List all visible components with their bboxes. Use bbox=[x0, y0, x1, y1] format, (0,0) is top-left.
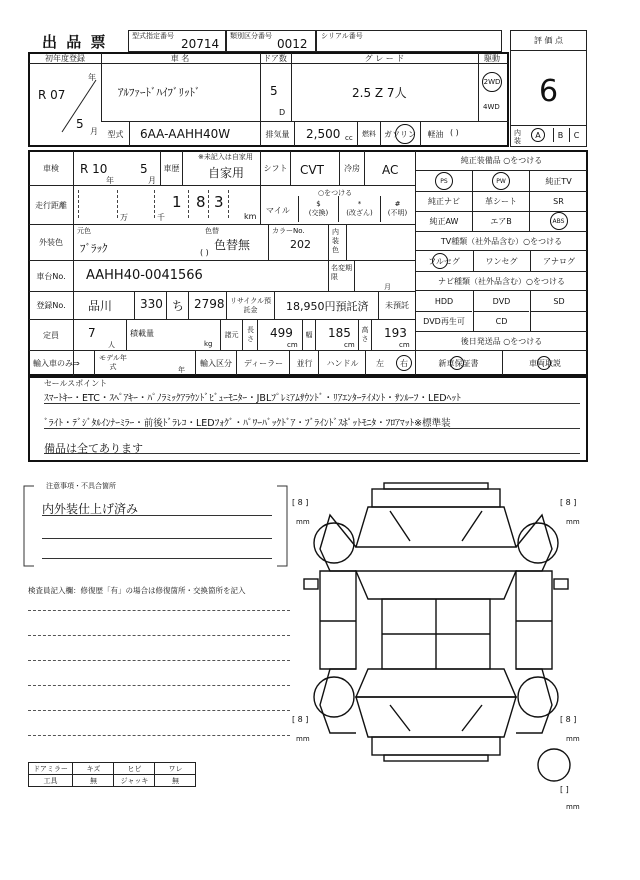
tire-rear-left-depth: [ 8 ] bbox=[292, 715, 309, 724]
model-value: 6AA-AAHH40W bbox=[140, 127, 231, 141]
later-title: 後日発送品 ○をつける bbox=[416, 331, 587, 350]
km-unit: km bbox=[244, 212, 257, 221]
chassis-value: AAHH40-0041566 bbox=[86, 268, 203, 283]
shift-value: CVT bbox=[300, 163, 324, 177]
tv-title: TV種類（社外品含む）○をつける bbox=[416, 231, 587, 251]
score-label: 評 価 点 bbox=[511, 31, 586, 51]
fuel-paren: ( ) bbox=[450, 128, 459, 137]
sales-line-2: ﾞﾗｲﾄ・ﾃﾞｼﾞﾀﾙｲﾝﾅｰﾐﾗｰ・前後ﾄﾞﾗﾚｺ・LEDﾌｫｸﾞ・ﾊﾟﾜｰﾊﾞｯｸﾄﾞｱ・ﾌﾞﾗｲﾝﾄﾞｽﾎﾟｯﾄﾓﾆﾀ・ﾌﾛｱﾏｯﾄ※標準装 bbox=[44, 415, 580, 429]
equip-sr: SR bbox=[553, 196, 564, 206]
load-unit: kg bbox=[204, 340, 213, 348]
navi-dvd: DVD bbox=[473, 291, 529, 311]
mileage-digit-3: 3 bbox=[214, 193, 224, 211]
class-no-value: 0012 bbox=[277, 37, 308, 51]
mileage-label: 走行距離 bbox=[35, 200, 67, 210]
navi-title: ナビ種類（社外品含む）○をつける bbox=[416, 271, 587, 291]
width-unit: cm bbox=[344, 341, 355, 349]
fuel-gas-circle bbox=[395, 124, 415, 144]
sales-line-3: 備品は全てあります bbox=[44, 440, 580, 454]
legend-crack: ヒビ bbox=[115, 763, 155, 774]
mileage-digit-2: 8 bbox=[196, 193, 206, 211]
tv-analog: アナログ bbox=[530, 251, 587, 271]
handle-left: 左 bbox=[376, 358, 384, 368]
mileage-circle-note: ○をつける bbox=[318, 189, 353, 197]
name-change-label: 名変期限 bbox=[331, 264, 352, 281]
model-year-unit: 年 bbox=[178, 366, 185, 374]
model-year-label: モデル年式 bbox=[99, 354, 127, 371]
shift-label: シフト bbox=[261, 151, 291, 185]
equip-pw: PW bbox=[473, 171, 529, 191]
interior-b: B bbox=[553, 128, 567, 142]
ac-value: AC bbox=[382, 163, 399, 177]
doors-sub: D bbox=[279, 108, 286, 117]
length-label: 長さ bbox=[244, 320, 258, 350]
score-box bbox=[510, 30, 587, 147]
use-label: 車歴 bbox=[161, 151, 183, 185]
height-value: 193 bbox=[384, 326, 407, 340]
type-no-value: 20714 bbox=[181, 37, 220, 51]
grade-label: グ レ ー ド bbox=[364, 53, 405, 63]
fuel-label: 燃料 bbox=[357, 122, 381, 146]
grade-value: 2.5 Z 7人 bbox=[352, 86, 407, 100]
type-no-label: 型式指定番号 bbox=[132, 32, 174, 40]
reg-label: 登録No. bbox=[36, 301, 66, 310]
recycle-value: 18,950円預託済 bbox=[286, 300, 369, 313]
shaken-label: 車検 bbox=[43, 163, 59, 173]
parallel-option: 並行 bbox=[291, 351, 319, 375]
tv-fullseg: フルセグ bbox=[416, 251, 472, 271]
color-label: 外装色 bbox=[39, 238, 63, 247]
tire-spare-depth: [ ] bbox=[560, 785, 569, 794]
score-value: 6 bbox=[538, 73, 559, 109]
name-change-month: 月 bbox=[384, 283, 391, 291]
interior-c: C bbox=[569, 128, 583, 142]
sales-title: セールスポイント bbox=[44, 379, 108, 388]
interior-label: 内装 bbox=[514, 129, 521, 145]
recycle-unpaid: 未預託 bbox=[378, 292, 415, 319]
equip-ps: PS bbox=[416, 171, 472, 191]
car-diagram bbox=[290, 475, 590, 815]
mile-option: マイル bbox=[266, 206, 290, 215]
sales-line-1: ｽﾏｰﾄｷｰ・ETC・ｽﾍﾟｱｷｰ・ﾊﾟﾉﾗﾐｯｸｱﾗｳﾝﾄﾞﾋﾞｭｰﾓﾆﾀｰ・JBLﾌﾟﾚﾐｱﾑｻｳﾝﾄﾞ・ﾘｱｴﾝﾀｰﾃｲﾒﾝﾄ・ｻﾝﾙｰﾌ・LEDﾍｯﾄ bbox=[44, 390, 580, 404]
unknown-option: # (不明) bbox=[380, 196, 414, 222]
chassis-label: 車台No. bbox=[36, 271, 66, 281]
width-value: 185 bbox=[328, 326, 351, 340]
tire-front-left-unit: mm bbox=[296, 518, 310, 526]
equip-title: 純正装備品 ○をつける bbox=[416, 151, 587, 171]
reg-number: 2798 bbox=[194, 297, 225, 311]
legend-table bbox=[28, 762, 196, 787]
handle-right: 右 bbox=[396, 355, 412, 371]
type-no-box bbox=[128, 30, 226, 52]
tamper-option: * (改ざん) bbox=[338, 196, 380, 222]
load-label: 積載量 bbox=[130, 329, 154, 338]
shaken-year-unit: 年 bbox=[106, 176, 114, 185]
notes-bracket bbox=[22, 480, 292, 570]
doors-label: ドア数 bbox=[263, 53, 287, 63]
first-reg-label: 初年度登録 bbox=[45, 53, 85, 63]
serial-box bbox=[316, 30, 502, 52]
ac-label: 冷房 bbox=[339, 151, 365, 185]
navi-sd: SD bbox=[530, 291, 587, 311]
import-label: 輸入車のみ⇒ bbox=[29, 351, 95, 375]
capacity-unit: 人 bbox=[108, 341, 115, 349]
tire-rear-left-unit: mm bbox=[296, 735, 310, 743]
drive-label: 駆動 bbox=[484, 53, 500, 63]
recycle-label: リサイクル預託金 bbox=[227, 292, 275, 319]
disp-unit: cc bbox=[345, 134, 353, 142]
tv-oneseg: ワンセグ bbox=[473, 251, 529, 271]
legend-break: ワレ bbox=[168, 764, 183, 773]
first-reg-year: R 07 bbox=[38, 88, 66, 102]
capacity-value: 7 bbox=[88, 326, 96, 340]
equip-aw: 純正AW bbox=[429, 216, 459, 226]
month-unit: 月 bbox=[90, 127, 98, 136]
serial-label: シリアル番号 bbox=[321, 32, 363, 40]
repaint-label: 色替 bbox=[205, 227, 219, 235]
handle-label: ハンドル bbox=[320, 351, 366, 375]
legend-tools-label: 工具 bbox=[29, 775, 73, 786]
doors-value: 5 bbox=[270, 84, 278, 98]
capacity-label: 定員 bbox=[43, 330, 59, 340]
notes-text: 内外装仕上げ済み bbox=[42, 500, 272, 516]
first-reg-month: 5 bbox=[76, 117, 84, 131]
legend-mirror: ドアミラー bbox=[29, 763, 73, 774]
notes-title: 注意事項・不具合箇所 bbox=[46, 482, 116, 490]
height-label: 高さ bbox=[358, 320, 372, 350]
vehicle-manual: 車両取説 bbox=[502, 351, 587, 375]
drive-2wd: 2WD bbox=[482, 72, 502, 92]
orig-color-label: 元色 bbox=[77, 227, 91, 235]
shaken-value: R 10 bbox=[80, 162, 108, 176]
legend-tools-value: 無 bbox=[74, 775, 114, 786]
height-unit: cm bbox=[399, 341, 410, 349]
interior-a: A bbox=[531, 128, 545, 142]
disp-value: 2,500 bbox=[306, 127, 341, 141]
weight-label: 諸元 bbox=[221, 320, 243, 350]
legend-scratch: キズ bbox=[74, 763, 114, 774]
cd-option: CD bbox=[473, 311, 529, 331]
disp-label: 排気量 bbox=[261, 122, 295, 146]
reg-area: 品川 bbox=[88, 299, 113, 313]
mileage-digit-1: 1 bbox=[172, 193, 182, 211]
exchange-option: $ (交換) bbox=[298, 196, 338, 222]
drive-4wd: 4WD bbox=[483, 103, 500, 111]
tire-front-left-depth: [ 8 ] bbox=[292, 498, 309, 507]
header-title: 出 品 票 bbox=[42, 33, 108, 51]
car-name-label: 車 名 bbox=[170, 53, 190, 63]
use-note: ※未記入は自家用 bbox=[198, 153, 253, 161]
color-code-label: カラーNo. bbox=[272, 227, 305, 235]
orig-color-value: ﾌﾞﾗｯｸ bbox=[80, 242, 108, 255]
tire-rear-right-unit: mm bbox=[566, 735, 580, 743]
length-unit: cm bbox=[287, 341, 298, 349]
reg-class: 330 bbox=[140, 297, 163, 311]
man-unit: 万 bbox=[120, 213, 128, 222]
shaken-month: 5 bbox=[140, 162, 148, 176]
repaint-value: 色替無 bbox=[214, 238, 251, 252]
color-code-value: 202 bbox=[290, 238, 311, 251]
class-no-box bbox=[226, 30, 316, 52]
tire-spare-unit: mm bbox=[566, 803, 580, 811]
use-value: 自家用 bbox=[208, 166, 245, 180]
inspector-note: 検査員記入欄：修復歴「有」の場合は修復箇所・交換箇所を記入 bbox=[28, 586, 246, 595]
class-no-label: 類別区分番号 bbox=[230, 32, 272, 40]
tire-front-right-depth: [ 8 ] bbox=[560, 498, 577, 507]
length-value: 499 bbox=[270, 326, 293, 340]
navi-hdd: HDD bbox=[434, 296, 454, 306]
fuel-diesel: 軽油 bbox=[420, 122, 450, 146]
width-label: 幅 bbox=[302, 320, 316, 350]
dvd-play-label: DVD再生可 bbox=[416, 311, 472, 331]
shaken-month-unit: 月 bbox=[148, 176, 156, 185]
equip-airbag: エアB bbox=[490, 216, 512, 226]
tire-rear-right-depth: [ 8 ] bbox=[560, 715, 577, 724]
legend-jack-value: 無 bbox=[172, 776, 179, 785]
sen-unit: 千 bbox=[157, 213, 165, 222]
reg-kana: ち bbox=[172, 299, 185, 313]
dealer-option: ディーラー bbox=[238, 351, 290, 375]
fuel-gas: ガソリン bbox=[384, 130, 416, 139]
repaint-paren: ( ) bbox=[200, 248, 209, 257]
equip-leather: 革シート bbox=[485, 196, 517, 206]
int-color-label: 内装色 bbox=[332, 228, 339, 254]
legend-jack-label: ジャッキ bbox=[115, 775, 155, 786]
model-label: 型式 bbox=[102, 122, 130, 146]
car-name: ｱﾙﾌｧｰﾄﾞﾊｲﾌﾞﾘｯﾄﾞ bbox=[118, 86, 201, 99]
equip-abs: ABS bbox=[530, 211, 587, 231]
import-div-label: 輸入区分 bbox=[195, 351, 237, 375]
tire-front-right-unit: mm bbox=[566, 518, 580, 526]
equip-tv: 純正TV bbox=[545, 176, 572, 186]
equip-navi: 純正ナビ bbox=[428, 196, 460, 206]
year-unit: 年 bbox=[88, 73, 96, 82]
new-warranty: 新車保証書 bbox=[416, 351, 501, 375]
